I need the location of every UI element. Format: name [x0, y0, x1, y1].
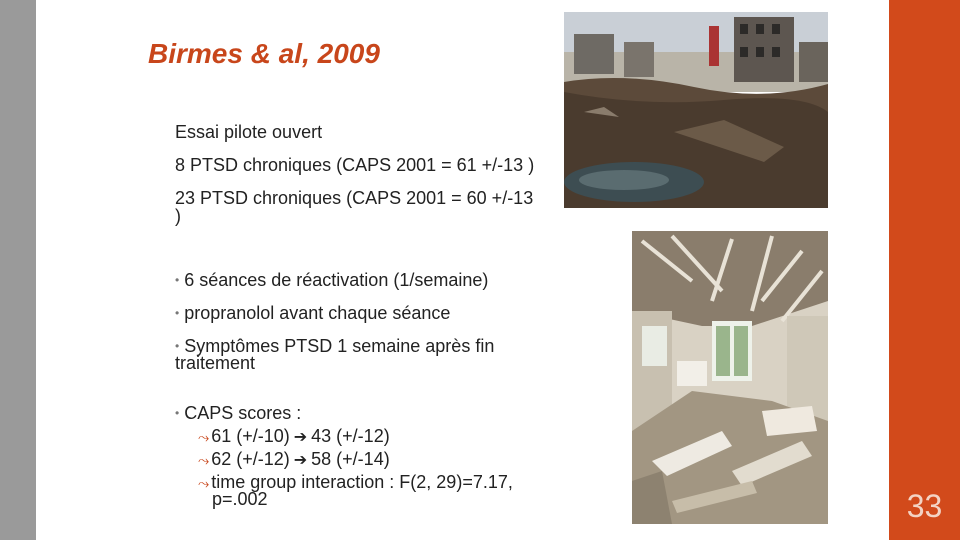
text-line-pilot-trial: Essai pilote ouvert: [175, 122, 323, 142]
caps-p-value: [212, 491, 268, 508]
right-accent-bar: [889, 0, 960, 540]
text-line-8-ptsd: 8 PTSD chroniques (CAPS 2001 = 61 +/-13 ): [175, 155, 535, 175]
bullet-text: CAPS scores :: [184, 403, 302, 423]
caps-from: 61 (+/-10): [211, 426, 290, 446]
bullet-reactivation-sessions: [175, 272, 488, 291]
bullet-dot-icon: •: [175, 406, 180, 420]
bullet-dot-icon: •: [175, 273, 180, 287]
bullet-text: 6 séances de réactivation (1/semaine): [184, 270, 489, 290]
checkmark-arrow-icon: ⤳: [198, 429, 210, 445]
bullet-text: Symptômes PTSD 1 semaine après fin: [184, 336, 495, 356]
text-line-23-ptsd: 23 PTSD chroniques (CAPS 2001 = 60 +/-13: [175, 188, 534, 208]
left-decorative-bar: [0, 0, 36, 540]
explosion-site-photo: [564, 12, 828, 208]
destroyed-room-photo: [632, 231, 828, 524]
caps-to: 43 (+/-12): [311, 426, 390, 446]
bullet-text: propranolol avant chaque séance: [184, 303, 451, 323]
caps-from: 62 (+/-12): [211, 449, 290, 469]
bullet-symptoms-continuation: traitement: [175, 353, 256, 373]
right-arrow-icon: ➔: [293, 452, 308, 469]
caps-score-row-1: [198, 428, 390, 446]
text-line-23-ptsd-close: ): [175, 206, 181, 226]
slide-title: Birmes & al, 2009: [148, 38, 380, 69]
checkmark-arrow-icon: ⤳: [198, 475, 210, 491]
bullet-propranolol: [175, 305, 450, 324]
p-value-text: p=.002: [212, 489, 268, 509]
caps-score-row-2: [198, 451, 390, 469]
caps-to: 58 (+/-14): [311, 449, 390, 469]
bullet-caps-scores: [175, 405, 301, 424]
page-number: 33: [906, 488, 943, 524]
bullet-dot-icon: •: [175, 339, 180, 353]
right-arrow-icon: ➔: [293, 429, 308, 446]
checkmark-arrow-icon: ⤳: [198, 452, 210, 468]
caps-interaction-text: time group interaction : F(2, 29)=7.17,: [211, 472, 513, 492]
bullet-dot-icon: •: [175, 306, 180, 320]
